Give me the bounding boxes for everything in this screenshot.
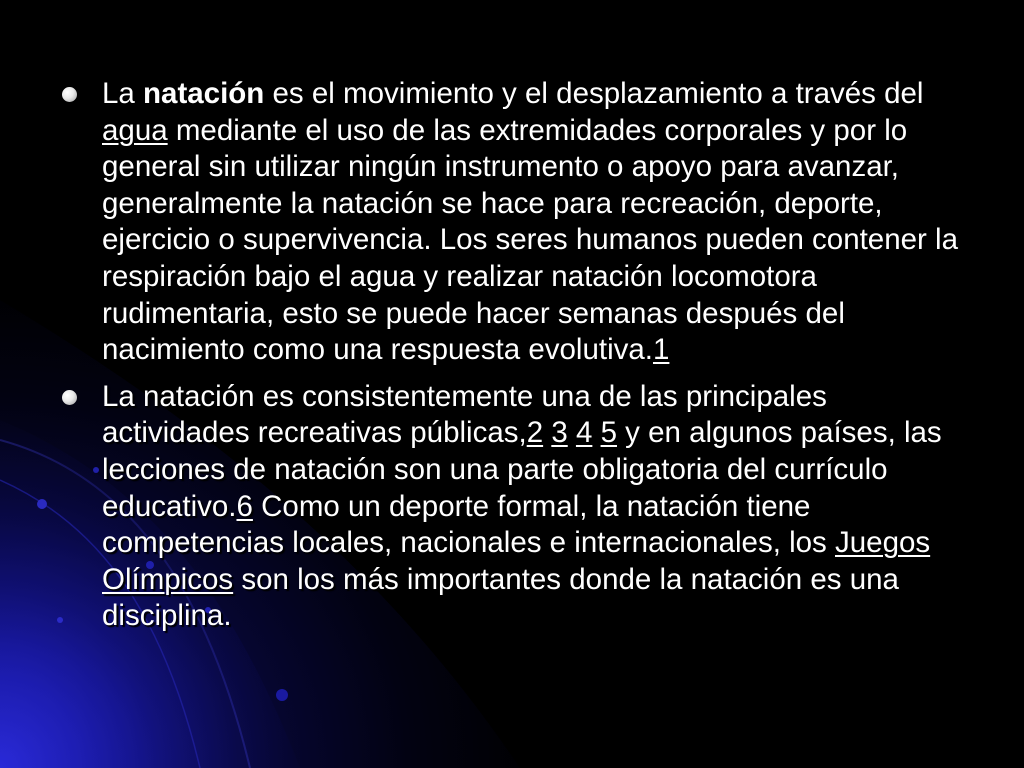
bullet-item (62, 379, 982, 635)
text-run (592, 416, 600, 449)
decor-dot-1 (37, 499, 47, 509)
text-run: mediante el uso de las extremidades corporales y por lo general sin utilizar ningún instrumento o apoyo para avanzar, generalmente la natación se hace para recreación, deporte, ejercicio o supervivencia. Los seres humanos pueden contener la respiración bajo el agua y realizar natación locomotora rudimentaria, esto se puede hacer semanas después del nacimiento como una respuesta evolutiva. (102, 113, 959, 367)
text-run: Como un deporte formal, la natación tiene competencias locales, nacionales e internacionales, los (102, 489, 836, 560)
decor-dot-5 (276, 689, 288, 701)
text-run: La natación es consistentemente una de las principales actividades recreativas públicas, (102, 379, 827, 450)
hyperlink[interactable]: Juegos Olímpicos (102, 526, 931, 596)
bullet-text (102, 76, 982, 369)
hyperlink[interactable]: 6 (236, 489, 253, 523)
text-run: y en algunos países, las lecciones de natación son una parte obligatoria del currículo educativo. (102, 416, 942, 523)
hyperlink[interactable]: 1 (652, 333, 670, 367)
bullet-list (62, 76, 982, 645)
hyperlink[interactable]: 5 (600, 416, 617, 450)
bullet-item (62, 76, 982, 369)
text-run (568, 416, 576, 449)
bullet-text (102, 379, 982, 635)
hyperlink[interactable]: 4 (575, 416, 593, 450)
text-run: La (102, 77, 144, 110)
hyperlink[interactable]: 3 (551, 416, 568, 450)
bullet-dot-icon (62, 390, 77, 405)
hyperlink[interactable]: agua (102, 113, 168, 147)
text-run: son los más importantes donde la natación es una disciplina. (102, 562, 899, 633)
bold-term: natación (143, 77, 265, 110)
bullet-dot-icon (62, 87, 77, 102)
text-run: es el movimiento y el desplazamiento a través del (264, 77, 924, 110)
hyperlink[interactable]: 2 (526, 416, 544, 450)
